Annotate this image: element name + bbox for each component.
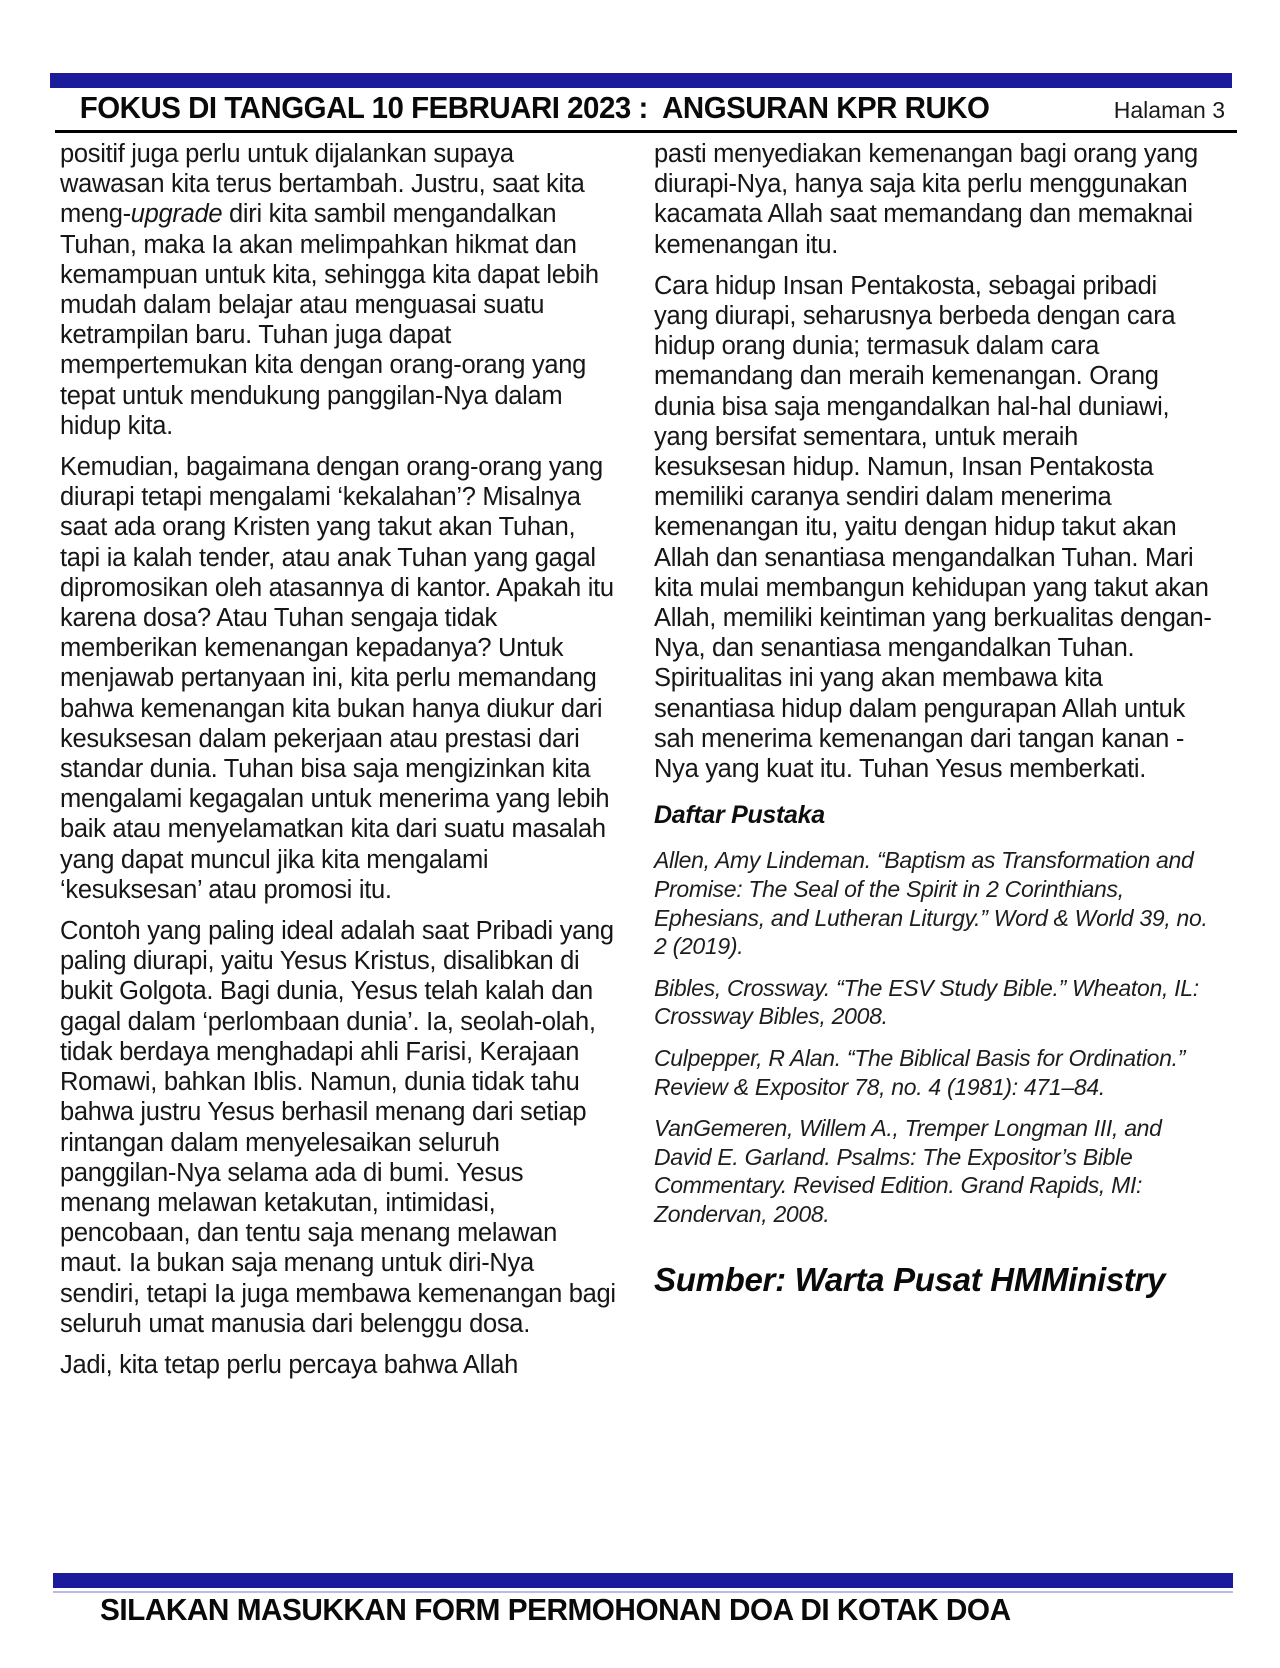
article-paragraph: Jadi, kita tetap perlu percaya bahwa Allah xyxy=(60,1350,519,1379)
top-accent-bar xyxy=(50,73,1232,88)
article-paragraph xyxy=(60,139,618,441)
page-header xyxy=(55,88,1235,130)
header-rule xyxy=(55,130,1237,133)
article-column-left xyxy=(60,139,618,1571)
page-number-label: Halaman 3 xyxy=(1113,97,1225,123)
page-header-title: FOKUS DI TANGGAL 10 FEBRUARI 2023 : ANGSURAN KPR RUKO xyxy=(79,90,990,125)
bibliography-entry: Bibles, Crossway. “The ESV Study Bible.” Wheaton, IL: Crossway Bibles, 2008. xyxy=(654,974,1199,1030)
italic-term: upgrade xyxy=(130,200,223,229)
article-paragraph: Cara hidup Insan Pentakosta, sebagai pribadi yang diurapi, seharusnya berbeda dengan cara hidup orang dunia; termasuk dalam cara memandang dan meraih kemenangan. Orang dunia bisa saja mengandalkan hal-hal duniawi, yang bersifat sementara, untuk meraih kesuksesan hidup. Namun, Insan Pentakosta memiliki caranya sendiri dalam menerima kemenangan itu, yaitu dengan hidup takut akan Allah dan senantiasa mengandalkan Tuhan. Mari kita mulai membangun kehidupan yang takut akan Allah, memiliki keintiman yang berkualitas dengan-Nya, dan senantiasa mengandalkan Tuhan. Spiritualitas ini yang akan membawa kita senantiasa hidup dalam pengurapan Allah untuk sah menerima kemenangan dari tangan kanan -Nya yang kuat itu. Tuhan Yesus memberkati. xyxy=(654,271,1212,784)
source-attribution: Sumber: Warta Pusat HMMinistry xyxy=(654,1260,1166,1298)
bibliography-entry: Allen, Amy Lindeman. “Baptism as Transformation and Promise: The Seal of the Spirit in 2 Corinthians, Ephesians, and Lutheran Liturgy.” Word & World 39, no. 2 (2019). xyxy=(654,847,1208,960)
bibliography-entry: VanGemeren, Willem A., Tremper Longman III, and David E. Garland. Psalms: The Expositor’s Bible Commentary. Revised Edition. Grand Rapids, MI: Zondervan, 2008. xyxy=(654,1115,1162,1227)
article-paragraph: Contoh yang paling ideal adalah saat Pribadi yang paling diurapi, yaitu Yesus Kristus, disalibkan di bukit Golgota. Bagi dunia, Yesus telah kalah dan gagal dalam ‘perlombaan dunia’. Ia, seolah-olah, tidak berdaya menghadapi ahli Farisi, Kerajaan Romawi, bahkan Iblis. Namun, dunia tidak tahu bahwa justru Yesus berhasil menang dari setiap rintangan dalam menyelesaikan seluruh panggilan-Nya selama ada di bumi. Yesus menang melawan ketakutan, intimidasi, pencobaan, dan tentu saja menang melawan maut. Ia bukan saja menang untuk diri-Nya sendiri, tetapi Ia juga membawa kemenangan bagi seluruh umat manusia dari belenggu dosa. xyxy=(60,917,616,1338)
article-column-right xyxy=(654,139,1212,1571)
paragraph-text: diri kita sambil mengandalkan Tuhan, maka Ia akan melimpahkan hikmat dan kemampuan untuk kita, sehingga kita dapat lebih mudah dalam belajar atau menguasai suatu ketrampilan baru. Tuhan juga dapat mempertemukan kita dengan orang-orang yang tepat untuk mendukung panggilan-Nya dalam hidup kita. xyxy=(60,200,599,440)
footer-accent-bar xyxy=(53,1573,1233,1588)
bibliography-heading: Daftar Pustaka xyxy=(654,801,825,830)
footer-notice: SILAKAN MASUKKAN FORM PERMOHONAN DOA DI KOTAK DOA xyxy=(100,1592,1011,1627)
article-paragraph: pasti menyediakan kemenangan bagi orang yang diurapi-Nya, hanya saja kita perlu menggunakan kacamata Allah saat memandang dan memaknai kemenangan itu. xyxy=(654,140,1198,259)
paragraph-text: positif juga perlu untuk dijalankan supaya wawasan kita terus bertambah. Justru, saat kita meng- xyxy=(60,140,585,229)
article-paragraph: Kemudian, bagaimana dengan orang-orang yang diurapi tetapi mengalami ‘kekalahan’? Misalnya saat ada orang Kristen yang takut akan Tuhan, tapi ia kalah tender, atau anak Tuhan yang gagal dipromosikan oleh atasannya di kantor. Apakah itu karena dosa? Atau Tuhan sengaja tidak memberikan kemenangan kepadanya? Untuk menjawab pertanyaan ini, kita perlu memandang bahwa kemenangan kita bukan hanya diukur dari kesuksesan dalam pekerjaan atau prestasi dari standar dunia. Tuhan bisa saja mengizinkan kita mengalami kegagalan untuk menerima yang lebih baik atau menyelamatkan kita dari suatu masalah yang dapat muncul jika kita mengalami ‘kesuksesan’ atau promosi itu. xyxy=(60,453,614,904)
article-body xyxy=(60,139,1212,1571)
bibliography-entry: Culpepper, R Alan. “The Biblical Basis for Ordination.” Review & Expositor 78, no. 4 (1981): 471–84. xyxy=(654,1045,1186,1100)
